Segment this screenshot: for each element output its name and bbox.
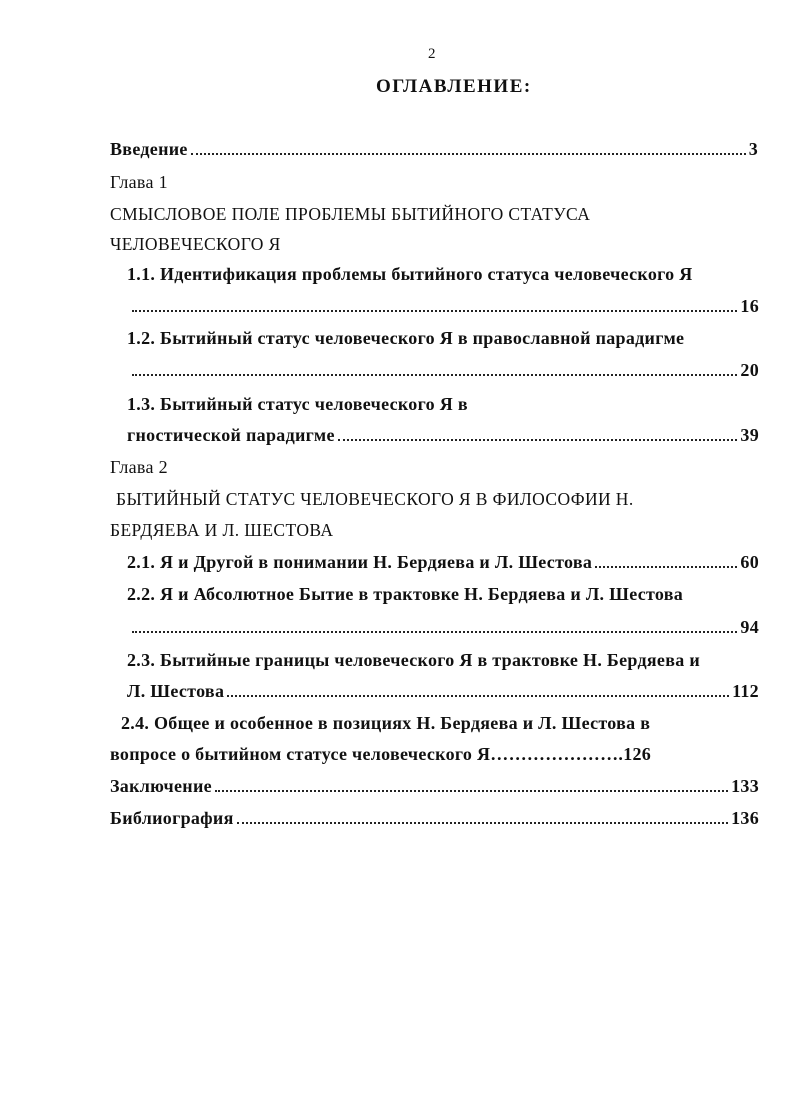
dot-leader [132,374,737,376]
toc-entry-page: 133 [731,776,759,796]
toc-entry-page: 112 [732,681,759,701]
toc-entry-intro [110,139,758,160]
toc-entry-2-4-label: 2.4. Общее и особенное в позициях Н. Бердяева и Л. Шестова в [121,713,651,733]
toc-entry-page: 94 [740,617,759,637]
toc-entry-page: 136 [731,808,759,828]
toc-entry-1-3-label: 1.3. Бытийный статус человеческого Я в [127,394,468,414]
chapter-1-heading-line-1: СМЫСЛОВОЕ ПОЛЕ ПРОБЛЕМЫ БЫТИЙНОГО СТАТУСА [110,204,591,224]
toc-entry-2-2-label: 2.2. Я и Абсолютное Бытие в трактовке Н. Бердяева и Л. Шестова [127,584,684,604]
dot-leader [215,790,728,792]
dot-leader [237,822,728,824]
dot-leader [595,566,737,568]
toc-entry-label: Библиография [110,808,234,828]
toc-entry-label: 2.1. Я и Другой в понимании Н. Бердяева и Л. Шестова [127,552,593,572]
toc-entry-2-3-label: 2.3. Бытийные границы человеческого Я в трактовке Н. Бердяева и [127,650,701,670]
page-number: 2 [428,46,436,62]
chapter-1-heading-line-2: ЧЕЛОВЕЧЕСКОГО Я [110,234,281,254]
toc-entry-page: 3 [748,139,758,159]
toc-entry-label: Л. Шестова [127,681,225,701]
dot-leader [132,631,737,633]
toc-entry-2-2-leader [132,617,759,638]
dot-leader [132,310,737,312]
toc-entry-2-3-line-2 [127,681,759,702]
chapter-2-heading-line-1: БЫТИЙНЫЙ СТАТУС ЧЕЛОВЕЧЕСКОГО Я В ФИЛОСОФИИ Н. [116,489,634,509]
toc-entry-1-1-label: 1.1. Идентификация проблемы бытийного статуса человеческого Я [127,264,693,284]
toc-entry-label: гностической парадигме [127,425,335,445]
toc-entry-label: Заключение [110,776,212,796]
toc-entry-1-2-label: 1.2. Бытийный статус человеческого Я в православной парадигме [127,328,685,348]
toc-entry-bibliography [110,808,759,829]
toc-entry-page: 20 [740,360,759,380]
dot-leader [338,439,738,441]
chapter-2-label: Глава 2 [110,457,168,477]
toc-entry-conclusion [110,776,759,797]
toc-entry-1-3-line-2 [127,425,759,446]
toc-entry-page: 60 [740,552,759,572]
toc-title: ОГЛАВЛЕНИЕ: [376,76,532,97]
dot-leader [191,153,746,155]
toc-entry-1-1-leader [132,296,759,317]
toc-entry-page: 16 [740,296,759,316]
chapter-2-heading-line-2: БЕРДЯЕВА И Л. ШЕСТОВА [110,520,334,540]
toc-entry-1-2-leader [132,360,759,381]
toc-entry-2-4-line-2: вопросе о бытийном статусе человеческого Я………………….126 [110,744,652,764]
toc-entry-label: Введение [110,139,188,159]
toc-entry-2-1 [127,552,759,573]
dot-leader [227,695,729,697]
toc-entry-page: 39 [740,425,759,445]
chapter-1-label: Глава 1 [110,172,168,192]
